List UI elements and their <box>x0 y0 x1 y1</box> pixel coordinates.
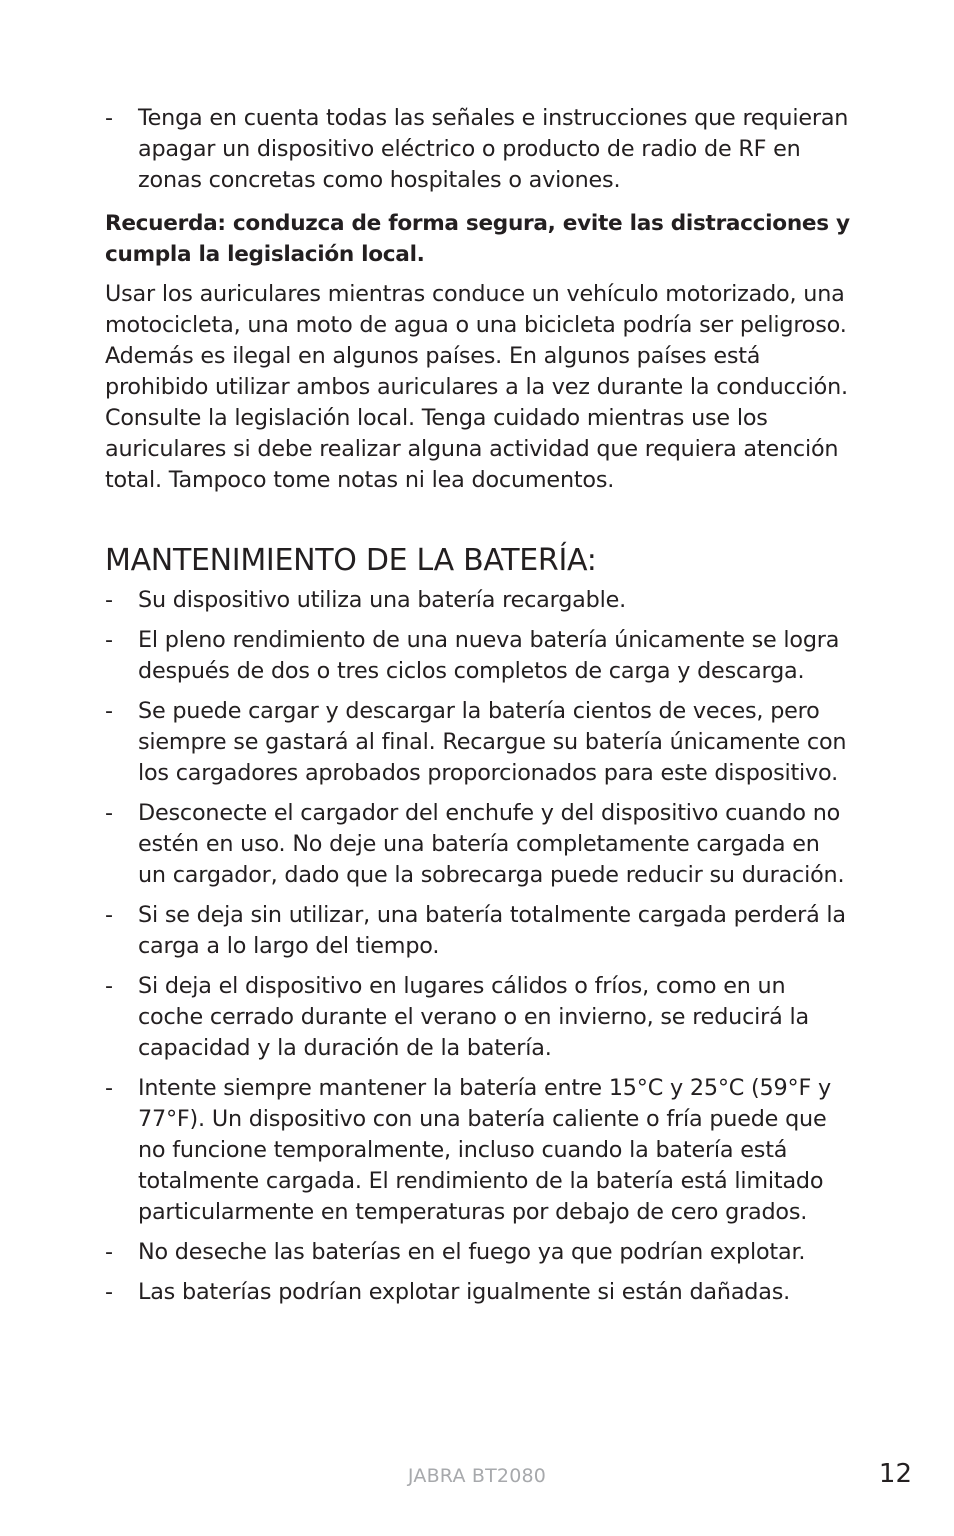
bullet-dash: - <box>105 627 113 653</box>
list-item <box>105 1073 850 1228</box>
bullet-dash: - <box>105 1279 113 1305</box>
bullet-dash: - <box>105 902 113 928</box>
list-item-text: Las baterías podrían explotar igualmente si están dañadas. <box>138 1279 791 1305</box>
list-item <box>105 103 850 196</box>
list-item-text: El pleno rendimiento de una nueva batería únicamente se logra después de dos o tres ciclos completos de carga y descarga. <box>138 627 840 684</box>
list-item-text: Se puede cargar y descargar la batería cientos de veces, pero siempre se gastará al final. Recargue su batería únicamente con los cargadores aprobados proporcionados para este dispositivo. <box>138 698 847 786</box>
bullet-dash: - <box>105 1239 113 1265</box>
bullet-dash: - <box>105 973 113 999</box>
list-item-text: No deseche las baterías en el fuego ya que podrían explotar. <box>138 1239 806 1265</box>
list-item <box>105 1277 850 1308</box>
list-item <box>105 696 850 789</box>
list-item <box>105 798 850 891</box>
footer-brand: JABRA BT2080 <box>407 1465 547 1487</box>
list-item-text: Intente siempre mantener la batería entre 15°C y 25°C (59°F y 77°F). Un dispositivo con una batería caliente o fría puede que no funcione temporalmente, incluso cuando la batería está totalmente cargada. El rendimiento de la batería está limitado particularmente en temperaturas por debajo de cero grados. <box>138 1075 831 1225</box>
list-item <box>105 625 850 687</box>
list-item <box>105 585 850 616</box>
list-item <box>105 971 850 1064</box>
bullet-dash: - <box>105 1075 113 1101</box>
safety-paragraph: Usar los auriculares mientras conduce un vehículo motorizado, una motocicleta, una moto de agua o una bicicleta podría ser peligroso. Además es ilegal en algunos países. En algunos países está prohibido utilizar ambos auriculares a la vez durante la conducción. Consulte la legislación local. Tenga cuidado mientras use los auriculares si debe realizar alguna actividad que requiera atención total. Tampoco tome notas ni lea documentos. <box>105 281 848 493</box>
safety-reminder: Recuerda: conduzca de forma segura, evite las distracciones y cumpla la legislación local. <box>105 211 850 267</box>
document-body <box>105 103 850 1317</box>
list-item-text: Desconecte el cargador del enchufe y del dispositivo cuando no estén en uso. No deje una batería completamente cargada en un cargador, dado que la sobrecarga puede reducir su duración. <box>138 800 845 888</box>
list-item-text: Su dispositivo utiliza una batería recargable. <box>138 587 626 613</box>
list-item-text: Si se deja sin utilizar, una batería totalmente cargada perderá la carga a lo largo del tiempo. <box>138 902 846 959</box>
bullet-dash: - <box>105 105 113 131</box>
list-item <box>105 1237 850 1268</box>
bullet-dash: - <box>105 587 113 613</box>
list-item-text: Tenga en cuenta todas las señales e instrucciones que requieran apagar un dispositivo eléctrico o producto de radio de RF en zonas concretas como hospitales o aviones. <box>138 105 849 193</box>
bullet-dash: - <box>105 698 113 724</box>
bullet-dash: - <box>105 800 113 826</box>
list-item <box>105 900 850 962</box>
page-number: 12 <box>878 1459 912 1489</box>
section-title: MANTENIMIENTO DE LA BATERÍA: <box>105 543 597 578</box>
list-item-text: Si deja el dispositivo en lugares cálidos o fríos, como en un coche cerrado durante el verano o en invierno, se reducirá la capacidad y la duración de la batería. <box>138 973 809 1061</box>
